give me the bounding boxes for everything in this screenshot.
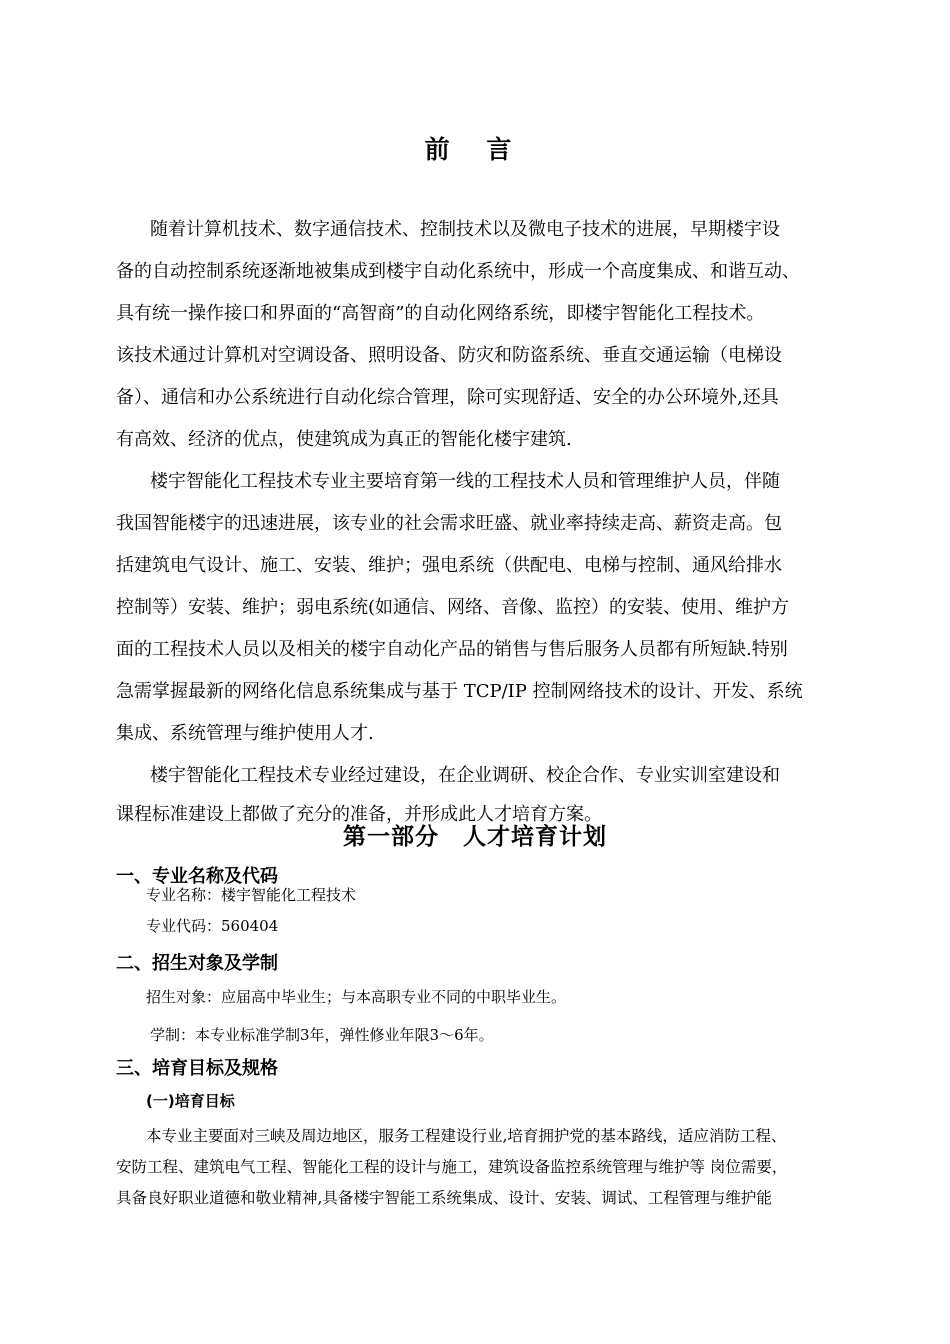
preface-p2-line7: 集成、系统管理与维护使用人才. bbox=[116, 723, 374, 744]
preface-p1-line3: 具有统一操作接口和界面的“高智商”的自动化网络系统，即楼宇智能化工程技术。 bbox=[116, 303, 765, 324]
preface-p3-line2: 课程标准建设上都做了充分的准备，并形成此人才培育方案。 bbox=[116, 804, 602, 825]
preface-p1-line1: 随着计算机技术、数字通信技术、控制技术以及微电子技术的进展，早期楼宇设 bbox=[150, 219, 780, 240]
training-goal-line3: 具备良好职业道德和敬业精神,具备楼宇智能工系统集成、设计、安装、调试、工程管理与维护能 bbox=[116, 1189, 772, 1207]
preface-title: 前 言 bbox=[424, 135, 526, 164]
section2-heading: 二、招生对象及学制 bbox=[116, 953, 278, 974]
preface-p1-line4: 该技术通过计算机对空调设备、照明设备、防灾和防盗系统、垂直交通运输（电梯设 bbox=[116, 345, 782, 366]
major-code: 专业代码：560404 bbox=[146, 917, 279, 935]
preface-p1-line2: 备的自动控制系统逐渐地被集成到楼宇自动化系统中，形成一个高度集成、和谐互动、 bbox=[116, 261, 800, 282]
preface-p2-line2: 我国智能楼宇的迅速进展，该专业的社会需求旺盛、就业率持续走高、薪资走高。包 bbox=[116, 513, 782, 534]
enrollment-target: 招生对象：应届高中毕业生；与本高职专业不同的中职毕业生。 bbox=[146, 988, 567, 1006]
preface-p2-line1: 楼宇智能化工程技术专业主要培育第一线的工程技术人员和管理维护人员，伴随 bbox=[150, 471, 780, 492]
preface-p3-line1: 楼宇智能化工程技术专业经过建设，在企业调研、校企合作、专业实训室建设和 bbox=[150, 765, 780, 786]
part1-title: 第一部分 人才培育计划 bbox=[343, 824, 607, 850]
preface-p2-line4: 控制等）安装、维护；弱电系统(如通信、网络、音像、监控）的安装、使用、维护方 bbox=[116, 597, 790, 618]
section1-heading: 一、专业名称及代码 bbox=[116, 866, 278, 887]
preface-p2-line3: 括建筑电气设计、施工、安装、维护；强电系统（供配电、电梯与控制、通风给排水 bbox=[116, 555, 782, 576]
preface-p2-line6: 急需掌握最新的网络化信息系统集成与基于 TCP/IP 控制网络技术的设计、开发、系统 bbox=[116, 681, 803, 702]
training-goal-line1: 本专业主要面对三峡及周边地区，服务工程建设行业,培育拥护党的基本路线，适应消防工程、 bbox=[146, 1127, 787, 1145]
major-name: 专业名称：楼宇智能化工程技术 bbox=[146, 886, 357, 904]
preface-p1-line6: 有高效、经济的优点，使建筑成为真正的智能化楼宇建筑. bbox=[116, 429, 572, 450]
training-goal-line2: 安防工程、建筑电气工程、智能化工程的设计与施工，建筑设备监控系统管理与维护等 岗位需要， bbox=[116, 1158, 788, 1176]
preface-p2-line5: 面的工程技术人员以及相关的楼宇自动化产品的销售与售后服务人员都有所短缺.特别 bbox=[116, 639, 788, 660]
section3-heading: 三、培育目标及规格 bbox=[116, 1058, 278, 1079]
training-goal-heading: (一)培育目标 bbox=[146, 1092, 235, 1110]
preface-p1-line5: 备）、通信和办公系统进行自动化综合管理，除可实现舒适、安全的办公环境外,还具 bbox=[116, 387, 779, 408]
study-duration: 学制：本专业标准学制3年，弹性修业年限3～6年。 bbox=[150, 1026, 494, 1044]
